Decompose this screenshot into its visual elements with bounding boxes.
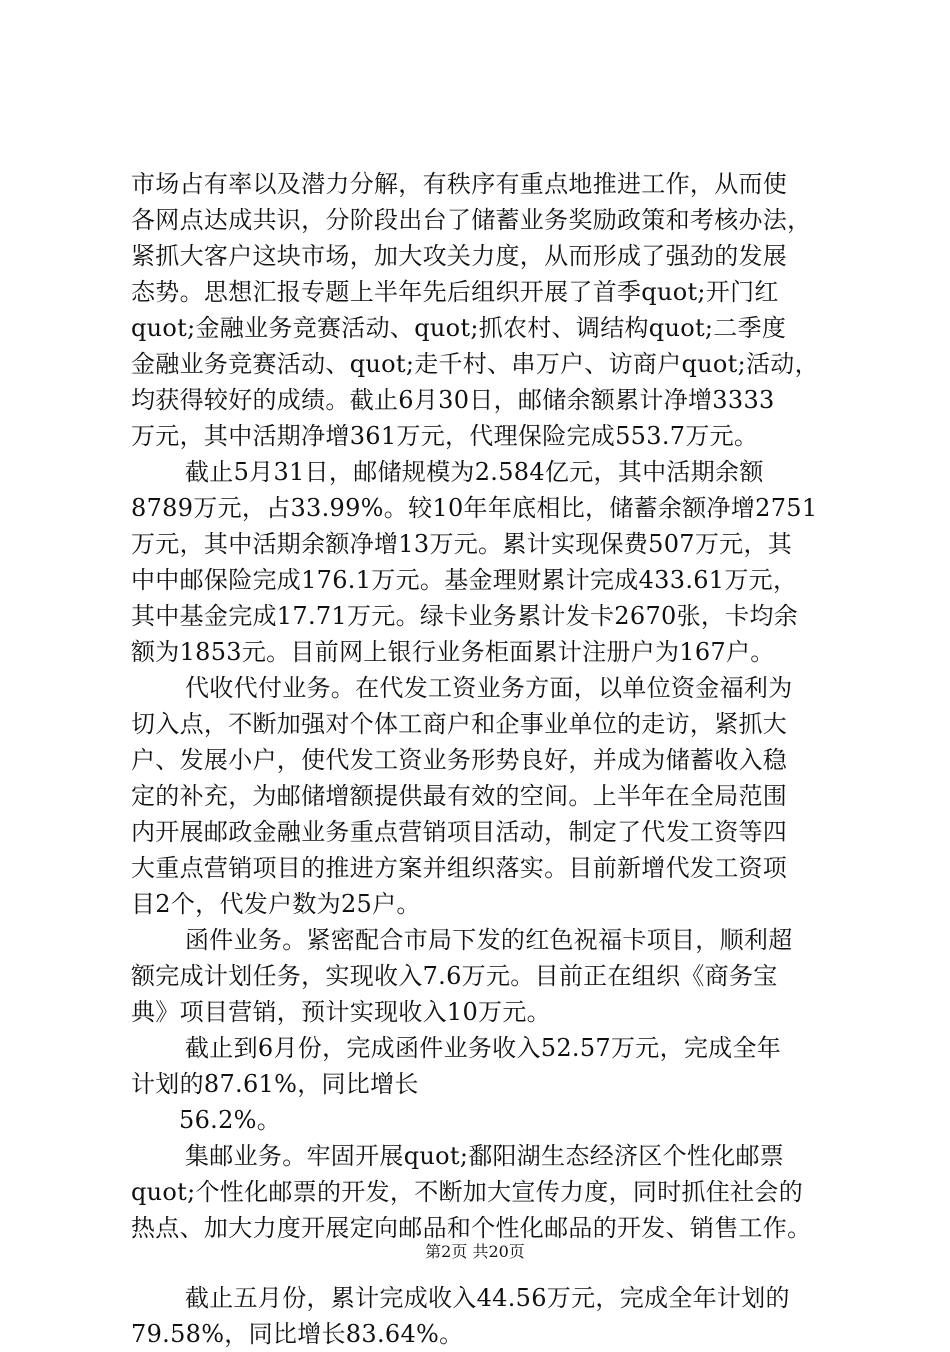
text-line: 内开展邮政金融业务重点营销项目活动，制定了代发工资等四 (131, 818, 788, 846)
text-line: 金融业务竞赛活动、quot;走千村、串万户、访商户quot;活动， (131, 350, 819, 378)
text-line: 切入点，不断加强对个体工商户和企事业单位的走访，紧抓大 (131, 710, 788, 738)
text-line: 市场占有率以及潜力分解，有秩序有重点地推进工作，从而使 (131, 170, 788, 198)
text-line: 计划的87.61%，同比增长 (131, 1070, 419, 1098)
text-line: 均获得较好的成绩。截止6月30日，邮储余额累计净增3333 (131, 386, 775, 414)
text-line: 户、发展小户，使代发工资业务形势良好，并成为储蓄收入稳 (131, 746, 788, 774)
text-line: 紧抓大客户这块市场，加大攻关力度，从而形成了强劲的发展 (131, 242, 788, 270)
text-line: 热点、加大力度开展定向邮品和个性化邮品的开发、销售工作。 (131, 1214, 812, 1242)
text-line: 额为1853元。目前网上银行业务柜面累计注册户为167户。 (131, 638, 775, 666)
paragraph-start: 代收代付业务。在代发工资业务方面，以单位资金福利为 (185, 674, 793, 702)
paragraph-start: 函件业务。紧密配合市局下发的红色祝福卡项目，顺利超 (185, 926, 793, 954)
text-line: 56.2%。 (179, 1106, 282, 1134)
text-line: 典》项目营销，预计实现收入10万元。 (131, 998, 551, 1026)
text-line: 大重点营销项目的推进方案并组织落实。目前新增代发工资项 (131, 854, 788, 882)
text-line: 各网点达成共识，分阶段出台了储蓄业务奖励政策和考核办法， (131, 206, 812, 234)
text-line: 中中邮保险完成176.1万元。基金理财累计完成433.61万元， (131, 566, 798, 594)
text-line: 额完成计划任务，实现收入7.6万元。目前正在组织《商务宝 (131, 962, 778, 990)
text-line: 万元，其中活期余额净增13万元。累计实现保费507万元，其 (131, 530, 793, 558)
text-line: 79.58%，同比增长83.64%。 (131, 1320, 464, 1348)
text-line: 目2个，代发户数为25户。 (131, 890, 421, 918)
paragraph-start: 截止到6月份，完成函件业务收入52.57万元，完成全年 (185, 1034, 782, 1062)
text-line: quot;金融业务竞赛活动、quot;抓农村、调结构quot;二季度 (131, 314, 787, 342)
text-line: 万元，其中活期净增361万元，代理保险完成553.7万元。 (131, 422, 759, 450)
text-line: 态势。思想汇报专题上半年先后组织开展了首季quot;开门红 (131, 278, 779, 306)
page-number-footer: 第2页 共20页 (425, 1242, 525, 1261)
text-line: 其中基金完成17.71万元。绿卡业务累计发卡2670张，卡均余 (131, 602, 799, 630)
paragraph-start: 截止5月31日，邮储规模为2.584亿元，其中活期余额 (185, 458, 764, 486)
document-body (131, 166, 831, 1352)
text-line: 8789万元，占33.99%。较10年年底相比，储蓄余额净增2751 (131, 494, 818, 522)
paragraph-start: 集邮业务。牢固开展quot;鄱阳湖生态经济区个性化邮票 (185, 1142, 785, 1170)
paragraph-start: 截止五月份，累计完成收入44.56万元，完成全年计划的 (185, 1284, 790, 1312)
text-line: quot;个性化邮票的开发，不断加大宣传力度，同时抓住社会的 (131, 1178, 803, 1206)
text-line: 定的补充，为邮储增额提供最有效的空间。上半年在全局范围 (131, 782, 788, 810)
